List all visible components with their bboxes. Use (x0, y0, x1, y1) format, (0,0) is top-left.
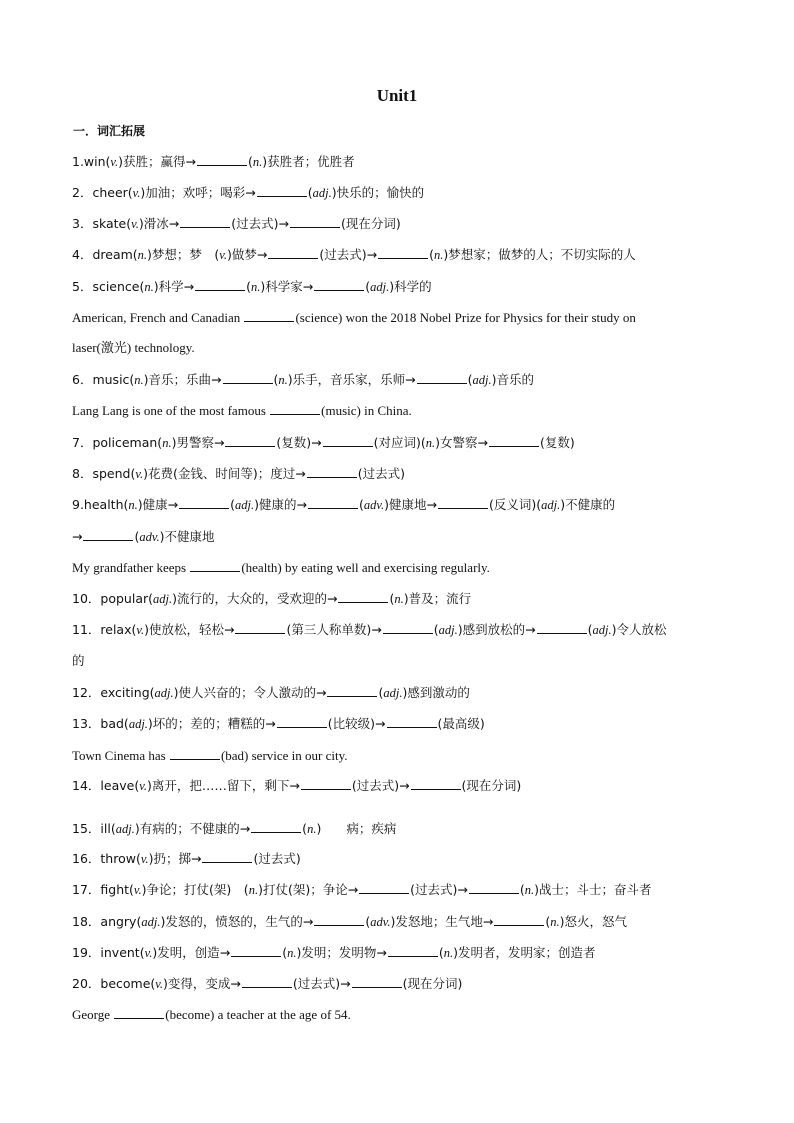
exercise-line: 9.health(n.)健康→ (adj.)健康的→ (adv.)健康地→ (反义词)(adj.)不健康的 (72, 497, 616, 512)
answer-blank[interactable] (411, 777, 461, 790)
section-heading: 一．词汇拓展 (73, 124, 146, 138)
exercise-line: 5．science(n.)科学→ (n.)科学家→ (adj.)科学的 (72, 279, 432, 294)
answer-blank[interactable] (235, 621, 285, 634)
exercise-line: 8．spend(v.)花费(金钱、时间等)；度过→ (过去式) (72, 466, 405, 481)
page-title: Unit1 (376, 86, 418, 105)
answer-blank[interactable] (83, 528, 133, 541)
answer-blank[interactable] (307, 465, 357, 478)
answer-blank[interactable] (197, 153, 247, 166)
answer-blank[interactable] (242, 975, 292, 988)
answer-blank[interactable] (270, 402, 320, 415)
answer-blank[interactable] (202, 850, 252, 863)
exercise-line: 6．music(n.)音乐；乐曲→ (n.)乐手，音乐家，乐师→ (adj.)音乐的 (72, 372, 535, 387)
exercise-line: Lang Lang is one of the most famous (music) in China. (72, 403, 412, 418)
answer-blank[interactable] (114, 1006, 164, 1019)
exercise-line: 10．popular(adj.)流行的，大众的，受欢迎的→ (n.)普及；流行 (72, 591, 472, 606)
answer-blank[interactable] (359, 881, 409, 894)
answer-blank[interactable] (352, 975, 402, 988)
answer-blank[interactable] (231, 944, 281, 957)
answer-blank[interactable] (338, 590, 388, 603)
answer-blank[interactable] (257, 184, 307, 197)
answer-blank[interactable] (387, 715, 437, 728)
answer-blank[interactable] (489, 434, 539, 447)
exercise-line: 13．bad(adj.)坏的；差的；糟糕的→ (比较级)→ (最高级) (72, 716, 485, 731)
answer-blank[interactable] (180, 215, 230, 228)
answer-blank[interactable] (388, 944, 438, 957)
exercise-line: 的 (72, 653, 85, 668)
answer-blank[interactable] (537, 621, 587, 634)
exercise-line: 14．leave(v.)离开，把……留下，剩下→ (过去式)→ (现在分词) (72, 778, 522, 793)
answer-blank[interactable] (438, 496, 488, 509)
answer-blank[interactable] (308, 496, 358, 509)
exercise-line: 17．fight(v.)争论；打仗(架) (n.)打仗(架)；争论→ (过去式)→ (n.)战士；斗士；奋斗者 (72, 882, 652, 897)
exercise-line: American, French and Canadian (science) won the 2018 Nobel Prize for Physics for their study on (72, 310, 636, 325)
answer-blank[interactable] (314, 278, 364, 291)
answer-blank[interactable] (469, 881, 519, 894)
exercise-line: 1.win(v.)获胜；赢得→ (n.)获胜者；优胜者 (72, 154, 355, 169)
answer-blank[interactable] (378, 246, 428, 259)
answer-blank[interactable] (251, 820, 301, 833)
exercise-line: Town Cinema has (bad) service in our city. (72, 748, 348, 763)
exercise-line: 7．policeman(n.)男警察→ (复数)→ (对应词)(n.)女警察→ (复数) (72, 435, 575, 450)
exercise-line: 4．dream(n.)梦想；梦 (v.)做梦→ (过去式)→ (n.)梦想家；做梦的人；不切实际的人 (72, 247, 636, 262)
answer-blank[interactable] (195, 278, 245, 291)
exercise-line: 2．cheer(v.)加油；欢呼；喝彩→ (adj.)快乐的；愉快的 (72, 185, 425, 200)
exercise-line: My grandfather keeps (health) by eating well and exercising regularly. (72, 560, 490, 575)
exercise-line: George (become) a teacher at the age of 54. (72, 1007, 351, 1022)
exercise-line: 11．relax(v.)使放松，轻松→ (第三人称单数)→ (adj.)感到放松的→ (adj.)令人放松 (72, 622, 667, 637)
exercise-line: 12．exciting(adj.)使人兴奋的；令人激动的→ (adj.)感到激动的 (72, 685, 470, 700)
answer-blank[interactable] (301, 777, 351, 790)
answer-blank[interactable] (223, 371, 273, 384)
exercise-line: 15．ill(adj.)有病的；不健康的→ (n.) 病；疾病 (72, 821, 397, 836)
exercise-line: 20．become(v.)变得，变成→ (过去式)→ (现在分词) (72, 976, 463, 991)
answer-blank[interactable] (244, 309, 294, 322)
answer-blank[interactable] (323, 434, 373, 447)
answer-blank[interactable] (417, 371, 467, 384)
answer-blank[interactable] (290, 215, 340, 228)
answer-blank[interactable] (179, 496, 229, 509)
exercise-line: 18．angry(adj.)发怒的，愤怒的，生气的→ (adv.)发怒地；生气地→ (n.)怒火，怒气 (72, 914, 627, 929)
answer-blank[interactable] (314, 913, 364, 926)
answer-blank[interactable] (494, 913, 544, 926)
answer-blank[interactable] (190, 559, 240, 572)
exercise-line: 3．skate(v.)滑冰→ (过去式)→ (现在分词) (72, 216, 401, 231)
answer-blank[interactable] (327, 684, 377, 697)
answer-blank[interactable] (170, 747, 220, 760)
answer-blank[interactable] (383, 621, 433, 634)
answer-blank[interactable] (225, 434, 275, 447)
exercise-line: 19．invent(v.)发明，创造→ (n.)发明；发明物→ (n.)发明者，发明家；创造者 (72, 945, 596, 960)
exercise-line: 16．throw(v.)扔；掷→ (过去式) (72, 851, 301, 866)
answer-blank[interactable] (277, 715, 327, 728)
answer-blank[interactable] (268, 246, 318, 259)
exercise-line: → (adv.)不健康地 (72, 529, 215, 544)
exercise-line: laser(激光) technology. (72, 340, 195, 355)
